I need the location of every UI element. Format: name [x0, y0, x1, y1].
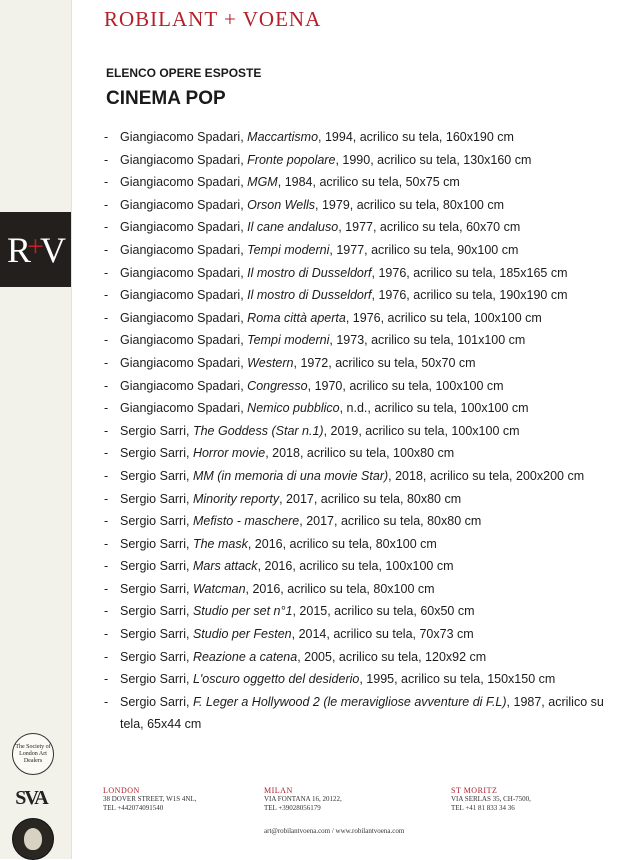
work-artist: Giangiacomo Spadari — [120, 401, 241, 416]
list-item: - Sergio Sarri, Reazione a catena, 2005, acrilico su tela, 120x92 cm — [104, 646, 604, 669]
list-dash: - — [104, 288, 109, 303]
sva-logo: SVA — [15, 786, 47, 809]
footer-tel: TEL +39028056179 — [264, 804, 321, 812]
list-item: - Sergio Sarri, The mask, 2016, acrilico su tela, 80x100 cm — [104, 533, 604, 556]
work-title: Studio per set n°1 — [192, 604, 293, 619]
list-dash: - — [104, 378, 109, 393]
footer-tel: TEL +442074091540 — [103, 804, 164, 812]
list-item: - Sergio Sarri, F. Leger a Hollywood 2 (le meravigliose avventure di F.L), 1987, acrilico su tela, 65x44 cm — [104, 691, 604, 736]
list-item: - Sergio Sarri, Studio per set n°1, 2015, acrilico su tela, 60x50 cm — [104, 600, 604, 623]
list-dash: - — [104, 265, 109, 280]
footer-address: VIA FONTANA 16, 20122, — [264, 795, 342, 803]
work-artist: Giangiacomo Spadari — [120, 355, 241, 370]
brand-logo: ROBILANT + VOENA — [104, 7, 322, 31]
list-item: - Sergio Sarri, Watcman, 2016, acrilico su tela, 80x100 cm — [104, 578, 604, 601]
work-details: 1976, acrilico su tela, 100x100 cm — [352, 310, 542, 325]
list-item: - Giangiacomo Spadari, Tempi moderni, 1973, acrilico su tela, 101x100 cm — [104, 329, 604, 352]
list-item: - Sergio Sarri, L'oscuro oggetto del desiderio, 1995, acrilico su tela, 150x150 cm — [104, 668, 604, 691]
portrait-seal-icon — [12, 818, 54, 860]
work-details: 1970, acrilico su tela, 100x100 cm — [314, 378, 504, 393]
work-details: 1995, acrilico su tela, 150x150 cm — [366, 672, 556, 687]
work-details: 1990, acrilico su tela, 130x160 cm — [342, 152, 532, 167]
work-title: Studio per Festen — [192, 627, 292, 642]
work-artist: Sergio Sarri — [120, 627, 186, 642]
list-dash: - — [104, 627, 109, 642]
footer-stmoritz — [451, 786, 531, 813]
footer-address: 38 DOVER STREET, W1S 4NL, — [103, 795, 197, 803]
list-item: - Sergio Sarri, Horror movie, 2018, acrilico su tela, 100x80 cm — [104, 442, 604, 465]
list-item: - Sergio Sarri, MM (in memoria di una movie Star), 2018, acrilico su tela, 200x200 cm — [104, 465, 604, 488]
list-subtitle: ELENCO OPERE ESPOSTE — [106, 66, 262, 80]
list-dash: - — [104, 197, 109, 212]
work-artist: Giangiacomo Spadari — [120, 130, 241, 144]
footer-milan — [264, 786, 342, 813]
work-title: MGM — [247, 175, 278, 190]
monogram-r: R — [7, 229, 30, 270]
work-artist: Sergio Sarri — [120, 536, 186, 551]
work-details: n.d., acrilico su tela, 100x100 cm — [346, 401, 529, 416]
list-dash: - — [104, 514, 109, 529]
footer-city: ST MORITZ — [451, 786, 498, 795]
list-item: - Giangiacomo Spadari, Nemico pubblico, n.d., acrilico su tela, 100x100 cm — [104, 397, 604, 420]
work-details: 2014, acrilico su tela, 70x73 cm — [298, 627, 474, 642]
list-dash: - — [104, 694, 109, 709]
work-title: Horror movie — [192, 446, 266, 461]
list-item: - Sergio Sarri, Mars attack, 2016, acrilico su tela, 100x100 cm — [104, 555, 604, 578]
list-item: - Giangiacomo Spadari, Tempi moderni, 1977, acrilico su tela, 90x100 cm — [104, 239, 604, 262]
work-details: 1984, acrilico su tela, 50x75 cm — [284, 175, 460, 190]
list-dash: - — [104, 491, 109, 506]
list-dash: - — [104, 604, 109, 619]
list-dash: - — [104, 559, 109, 574]
work-title: Western — [247, 355, 294, 370]
work-title: Reazione a catena — [192, 649, 298, 664]
work-title: Il cane andaluso — [247, 220, 339, 235]
list-item: - Giangiacomo Spadari, Il mostro di Dusseldorf, 1976, acrilico su tela, 185x165 cm — [104, 262, 604, 285]
monogram-plus: + — [27, 229, 42, 263]
monogram-v: V — [39, 229, 64, 270]
work-details: 2016, acrilico su tela, 100x100 cm — [264, 559, 454, 574]
work-title: Mefisto - maschere — [192, 514, 300, 529]
list-dash: - — [104, 220, 109, 235]
work-artist: Giangiacomo Spadari — [120, 265, 241, 280]
work-title: Minority reporty — [192, 491, 280, 506]
work-artist: Sergio Sarri — [120, 423, 186, 438]
work-artist: Giangiacomo Spadari — [120, 310, 241, 325]
footer-city: LONDON — [103, 786, 140, 795]
work-details: 2016, acrilico su tela, 80x100 cm — [254, 536, 437, 551]
work-details: 1972, acrilico su tela, 50x70 cm — [300, 355, 476, 370]
list-dash: - — [104, 536, 109, 551]
list-item: - Giangiacomo Spadari, Western, 1972, acrilico su tela, 50x70 cm — [104, 352, 604, 375]
footer-city: MILAN — [264, 786, 293, 795]
list-item: - Giangiacomo Spadari, Fronte popolare, 1990, acrilico su tela, 130x160 cm — [104, 149, 604, 172]
work-details: 1976, acrilico su tela, 190x190 cm — [378, 288, 568, 303]
work-title: Mars attack — [192, 559, 258, 574]
list-dash: - — [104, 333, 109, 348]
sidebar-strip — [0, 0, 72, 859]
work-artist: Giangiacomo Spadari — [120, 152, 241, 167]
list-dash: - — [104, 446, 109, 461]
list-dash: - — [104, 649, 109, 664]
work-title: Orson Wells — [247, 197, 316, 212]
work-artist: Sergio Sarri — [120, 649, 186, 664]
work-artist: Sergio Sarri — [120, 514, 186, 529]
list-dash: - — [104, 423, 109, 438]
work-title: The Goddess (Star n.1) — [192, 423, 324, 438]
list-dash: - — [104, 310, 109, 325]
work-title: Congresso — [247, 378, 308, 393]
work-artist: Giangiacomo Spadari — [120, 378, 241, 393]
list-dash: - — [104, 401, 109, 416]
society-london-art-dealers-seal — [12, 733, 54, 775]
work-artist: Sergio Sarri — [120, 446, 186, 461]
list-dash: - — [104, 130, 109, 144]
list-item: - Giangiacomo Spadari, MGM, 1984, acrilico su tela, 50x75 cm — [104, 171, 604, 194]
list-item: - Giangiacomo Spadari, Roma città aperta, 1976, acrilico su tela, 100x100 cm — [104, 307, 604, 330]
work-title: F. Leger a Hollywood 2 (le meravigliose avventure di F.L) — [192, 694, 507, 709]
work-details: 2015, acrilico su tela, 60x50 cm — [299, 604, 475, 619]
work-details: 2018, acrilico su tela, 100x80 cm — [272, 446, 455, 461]
list-dash: - — [104, 672, 109, 687]
society-seal-text: The Society of London Art Dealers — [15, 743, 51, 764]
list-dash: - — [104, 468, 109, 483]
work-artist: Giangiacomo Spadari — [120, 220, 241, 235]
work-details: 1987, acrilico su tela, 65x44 cm — [120, 694, 604, 732]
work-artist: Giangiacomo Spadari — [120, 175, 241, 190]
work-details: 1973, acrilico su tela, 101x100 cm — [336, 333, 526, 348]
work-details: 2016, acrilico su tela, 80x100 cm — [252, 581, 435, 596]
list-item: - Giangiacomo Spadari, Orson Wells, 1979, acrilico su tela, 80x100 cm — [104, 194, 604, 217]
work-details: 2017, acrilico su tela, 80x80 cm — [286, 491, 462, 506]
work-artist: Sergio Sarri — [120, 559, 186, 574]
work-details: 2005, acrilico su tela, 120x92 cm — [304, 649, 487, 664]
work-artist: Sergio Sarri — [120, 581, 186, 596]
work-details: 2017, acrilico su tela, 80x80 cm — [306, 514, 482, 529]
list-item: - Sergio Sarri, The Goddess (Star n.1), 2019, acrilico su tela, 100x100 cm — [104, 420, 604, 443]
footer-tel: TEL +41 81 833 34 36 — [451, 804, 515, 812]
list-dash: - — [104, 242, 109, 257]
work-details: 1976, acrilico su tela, 185x165 cm — [378, 265, 568, 280]
list-dash: - — [104, 355, 109, 370]
portrait-face-icon — [24, 828, 42, 850]
work-artist: Sergio Sarri — [120, 672, 186, 687]
work-title: Il mostro di Dusseldorf — [247, 288, 372, 303]
work-title: The mask — [192, 536, 248, 551]
work-title: Watcman — [192, 581, 246, 596]
list-item: - Sergio Sarri, Mefisto - maschere, 2017, acrilico su tela, 80x80 cm — [104, 510, 604, 533]
list-item: - Giangiacomo Spadari, Il cane andaluso, 1977, acrilico su tela, 60x70 cm — [104, 216, 604, 239]
list-dash: - — [104, 152, 109, 167]
work-details: 1979, acrilico su tela, 80x100 cm — [321, 197, 505, 212]
list-item: - Giangiacomo Spadari, Il mostro di Dusseldorf, 1976, acrilico su tela, 190x190 cm — [104, 284, 604, 307]
exhibition-title: CINEMA POP — [106, 88, 226, 109]
work-title: Tempi moderni — [247, 242, 330, 257]
work-artist: Sergio Sarri — [120, 604, 186, 619]
work-title: Maccartismo — [247, 130, 319, 144]
work-artist: Giangiacomo Spadari — [120, 242, 241, 257]
work-artist: Giangiacomo Spadari — [120, 288, 241, 303]
footer-london — [103, 786, 196, 813]
list-dash: - — [104, 175, 109, 190]
work-artist: Sergio Sarri — [120, 491, 186, 506]
work-title: MM (in memoria di una movie Star) — [192, 468, 389, 483]
works-list — [104, 126, 604, 736]
footer-address: VIA SERLAS 35, CH-7500, — [451, 795, 531, 803]
work-title: Fronte popolare — [247, 152, 336, 167]
work-artist: Sergio Sarri — [120, 694, 186, 709]
work-title: L'oscuro oggetto del desiderio — [192, 672, 360, 687]
work-artist: Giangiacomo Spadari — [120, 197, 241, 212]
footer-contact: art@robilantvoena.com / www.robilantvoena.com — [264, 827, 405, 835]
work-details: 1977, acrilico su tela, 90x100 cm — [336, 242, 519, 257]
work-artist: Sergio Sarri — [120, 468, 186, 483]
work-details: 1977, acrilico su tela, 60x70 cm — [345, 220, 521, 235]
rv-monogram-logo — [0, 212, 71, 287]
list-item: - Sergio Sarri, Minority reporty, 2017, acrilico su tela, 80x80 cm — [104, 488, 604, 511]
work-title: Tempi moderni — [247, 333, 330, 348]
work-title: Roma città aperta — [247, 310, 346, 325]
list-item: - Sergio Sarri, Studio per Festen, 2014, acrilico su tela, 70x73 cm — [104, 623, 604, 646]
work-details: 1994, acrilico su tela, 160x190 cm — [324, 130, 514, 144]
work-details: 2019, acrilico su tela, 100x100 cm — [330, 423, 520, 438]
list-item: - Giangiacomo Spadari, Congresso, 1970, acrilico su tela, 100x100 cm — [104, 375, 604, 398]
work-title: Nemico pubblico — [247, 401, 340, 416]
work-artist: Giangiacomo Spadari — [120, 333, 241, 348]
list-item: - Giangiacomo Spadari, Maccartismo, 1994, acrilico su tela, 160x190 cm — [104, 126, 604, 149]
list-dash: - — [104, 581, 109, 596]
work-details: 2018, acrilico su tela, 200x200 cm — [395, 468, 585, 483]
work-title: Il mostro di Dusseldorf — [247, 265, 372, 280]
